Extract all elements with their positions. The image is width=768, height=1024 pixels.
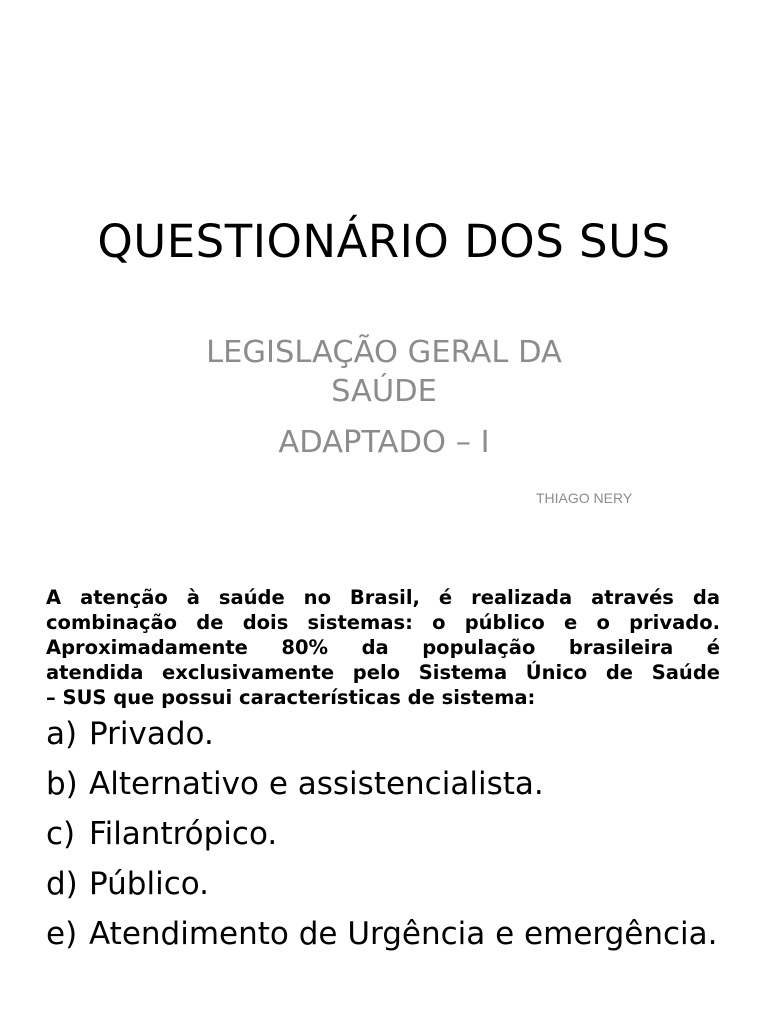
question-line-4: atendida exclusivamente pelo Sistema Único de Saúde: [46, 661, 720, 684]
question-line-1: A atenção à saúde no Brasil, é realizada através da: [46, 586, 720, 609]
question-line-2: combinação de dois sistemas: o público e o privado.: [46, 611, 720, 634]
option-text: Filantrópico.: [89, 816, 278, 852]
option-text: Atendimento de Urgência e emergência.: [89, 916, 718, 952]
option-e: [46, 914, 736, 955]
option-c: [46, 814, 736, 855]
option-letter: c): [46, 816, 76, 852]
option-letter: b): [46, 766, 78, 802]
subtitle-line-3: ADAPTADO – I: [278, 425, 490, 460]
option-text: Privado.: [89, 716, 214, 752]
author-name: THIAGO NERY: [536, 490, 633, 506]
question-line-3: Aproximadamente 80% da população brasileira é: [46, 636, 720, 659]
subtitle-line-2: SAÚDE: [331, 374, 437, 409]
option-a: [46, 714, 736, 755]
answer-options-list: [46, 714, 736, 964]
option-d: [46, 864, 736, 905]
option-text: Público.: [89, 866, 210, 902]
option-letter: a): [46, 716, 78, 752]
option-letter: e): [46, 916, 78, 952]
question-line-5: – SUS que possui características de sistema:: [46, 686, 536, 709]
option-letter: d): [46, 866, 78, 902]
option-text: Alternativo e assistencialista.: [89, 766, 544, 802]
page-title: QUESTIONÁRIO DOS SUS: [97, 215, 671, 268]
option-b: [46, 764, 736, 805]
subtitle-line-1: LEGISLAÇÃO GERAL DA: [206, 335, 562, 370]
question-text: [46, 585, 720, 710]
